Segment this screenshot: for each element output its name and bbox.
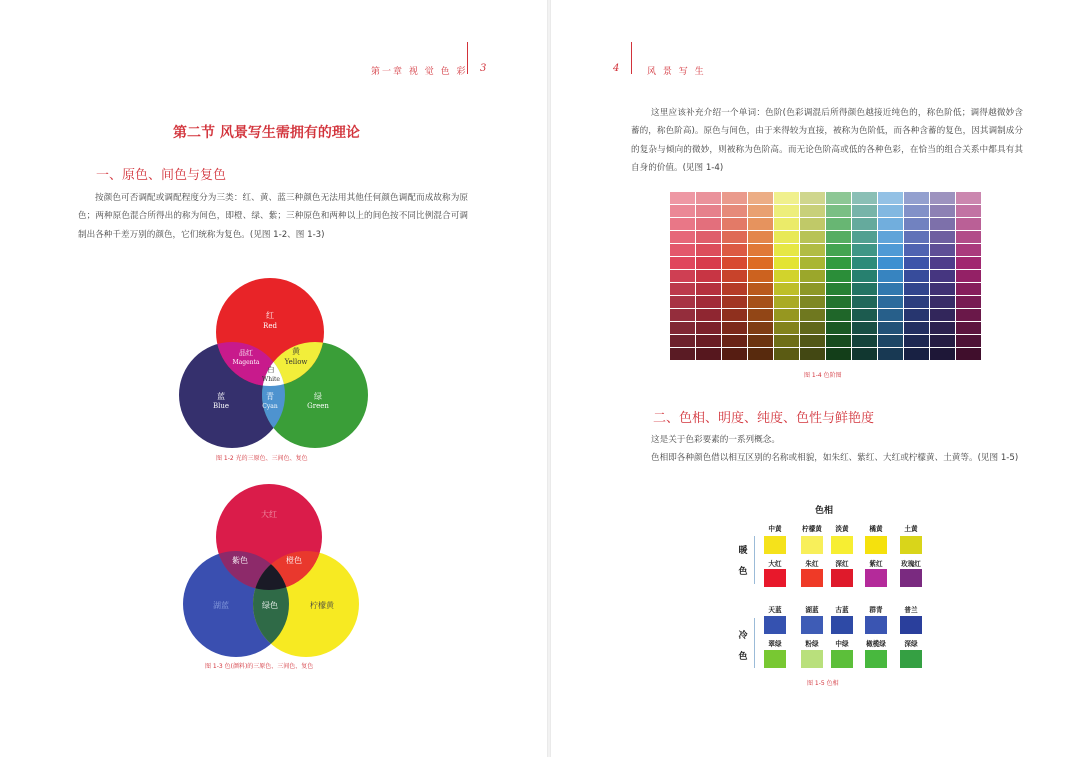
color-scale-cell	[722, 283, 747, 295]
color-scale-cell	[878, 192, 903, 204]
color-scale-cell	[722, 218, 747, 230]
color-scale-cell	[670, 244, 695, 256]
color-scale-cell	[826, 348, 851, 360]
color-scale-cell	[826, 257, 851, 269]
hue-swatch	[801, 616, 823, 634]
color-scale-cell	[878, 309, 903, 321]
color-scale-cell	[956, 218, 981, 230]
color-scale-cell	[956, 322, 981, 334]
color-scale-cell	[878, 257, 903, 269]
color-scale-cell	[930, 296, 955, 308]
hue-name: 翠绿	[768, 640, 782, 648]
color-scale-cell	[800, 348, 825, 360]
label-magenta-zh: 品红	[239, 349, 253, 357]
color-scale-cell	[878, 270, 903, 282]
label-white-en: White	[262, 376, 280, 383]
color-scale-cell	[670, 205, 695, 217]
color-scale-cell	[800, 205, 825, 217]
color-scale-cell	[774, 270, 799, 282]
label-lake-blue: 湖蓝	[213, 601, 229, 610]
hue-name: 朱红	[805, 560, 819, 568]
color-scale-cell	[878, 322, 903, 334]
hue-name: 土黄	[904, 525, 918, 533]
color-scale-cell	[930, 283, 955, 295]
color-scale-cell	[722, 192, 747, 204]
section-title: 第二节 风景写生需拥有的理论	[173, 125, 360, 141]
color-scale-cell	[852, 348, 877, 360]
color-scale-cell	[878, 218, 903, 230]
color-scale-cell	[904, 205, 929, 217]
color-scale-cell	[930, 309, 955, 321]
color-scale-cell	[956, 257, 981, 269]
color-scale-cell	[904, 257, 929, 269]
color-scale-cell	[722, 322, 747, 334]
hue-name: 紫红	[869, 560, 883, 568]
hue-name: 中绿	[835, 640, 849, 648]
color-scale-cell	[956, 296, 981, 308]
color-scale-cell	[852, 257, 877, 269]
color-scale-cell	[904, 296, 929, 308]
color-scale-cell	[956, 244, 981, 256]
color-scale-cell	[696, 283, 721, 295]
color-scale-cell	[670, 348, 695, 360]
hue-swatch	[900, 650, 922, 668]
color-scale-cell	[800, 270, 825, 282]
warm-label-1: 暖	[738, 546, 748, 556]
color-scale-cell	[722, 205, 747, 217]
color-scale-cell	[748, 283, 773, 295]
color-scale-cell	[748, 348, 773, 360]
label-blue-zh: 蓝	[217, 392, 225, 401]
hue-name: 深绿	[904, 640, 918, 648]
hue-swatch	[801, 536, 823, 554]
color-scale-cell	[956, 205, 981, 217]
color-scale-cell	[826, 231, 851, 243]
color-scale-cell	[696, 218, 721, 230]
color-scale-cell	[774, 283, 799, 295]
color-scale-cell	[878, 244, 903, 256]
color-scale-grid	[670, 192, 983, 363]
hue-name: 粉绿	[805, 640, 819, 648]
hue-swatch	[900, 616, 922, 634]
color-scale-cell	[878, 205, 903, 217]
label-yellow-zh: 黄	[292, 347, 300, 356]
color-scale-cell	[852, 335, 877, 347]
color-scale-cell	[800, 231, 825, 243]
color-scale-cell	[670, 296, 695, 308]
color-scale-cell	[930, 218, 955, 230]
color-scale-cell	[800, 192, 825, 204]
color-scale-cell	[956, 309, 981, 321]
color-scale-cell	[696, 296, 721, 308]
color-scale-cell	[930, 205, 955, 217]
hue-swatch	[801, 650, 823, 668]
hue-name: 玫瑰红	[901, 560, 921, 568]
body-paragraph-2: 这是关于色彩要素的一系列概念。	[651, 435, 780, 445]
color-scale-cell	[956, 348, 981, 360]
color-scale-cell	[904, 244, 929, 256]
color-scale-cell	[826, 270, 851, 282]
color-scale-cell	[956, 270, 981, 282]
label-yellow-en: Yellow	[284, 358, 308, 366]
color-scale-cell	[774, 348, 799, 360]
color-scale-cell	[852, 244, 877, 256]
hue-swatch	[865, 536, 887, 554]
color-scale-cell	[826, 309, 851, 321]
color-scale-cell	[904, 270, 929, 282]
hue-swatch	[865, 650, 887, 668]
label-cyan-en: Cyan	[262, 403, 278, 410]
color-scale-cell	[852, 205, 877, 217]
color-scale-cell	[696, 309, 721, 321]
hue-name: 橄榄绿	[866, 640, 886, 648]
color-scale-cell	[696, 335, 721, 347]
color-scale-cell	[722, 348, 747, 360]
subsection-title: 一、原色、间色与复色	[96, 168, 227, 183]
color-scale-cell	[852, 218, 877, 230]
color-scale-cell	[670, 218, 695, 230]
hue-name: 普兰	[904, 606, 918, 614]
color-scale-cell	[670, 335, 695, 347]
color-scale-cell	[670, 309, 695, 321]
label-green: 绿色	[262, 601, 278, 610]
color-scale-cell	[800, 244, 825, 256]
figure-1-5-caption: 图 1-5 色相	[807, 680, 839, 687]
color-scale-cell	[800, 218, 825, 230]
hue-name: 古蓝	[835, 606, 849, 614]
color-scale-cell	[774, 244, 799, 256]
color-scale-cell	[774, 218, 799, 230]
hue-swatch	[764, 616, 786, 634]
color-scale-cell	[826, 322, 851, 334]
color-scale-cell	[852, 231, 877, 243]
warm-label-2: 色	[738, 567, 748, 577]
color-scale-cell	[904, 192, 929, 204]
color-scale-cell	[904, 231, 929, 243]
color-scale-cell	[930, 231, 955, 243]
color-scale-cell	[748, 218, 773, 230]
color-scale-cell	[748, 322, 773, 334]
color-scale-cell	[852, 270, 877, 282]
color-scale-cell	[826, 296, 851, 308]
color-scale-cell	[956, 335, 981, 347]
figure-1-2-caption: 图 1-2 光的三原色、三间色、复色	[216, 455, 308, 462]
label-cyan-zh: 青	[266, 392, 274, 401]
hue-swatch	[900, 569, 922, 587]
running-header-title: 风 景 写 生	[647, 67, 706, 77]
color-scale-cell	[670, 192, 695, 204]
header-divider	[631, 42, 632, 74]
hue-name: 大红	[768, 560, 782, 568]
color-scale-cell	[696, 348, 721, 360]
color-scale-cell	[904, 322, 929, 334]
color-scale-cell	[800, 257, 825, 269]
hue-swatch	[801, 569, 823, 587]
color-scale-cell	[956, 283, 981, 295]
color-scale-cell	[904, 309, 929, 321]
hue-swatch	[900, 536, 922, 554]
hue-name: 湖蓝	[805, 606, 819, 614]
subsection-title: 二、色相、明度、纯度、色性与鲜艳度	[653, 411, 875, 426]
cool-label-2: 色	[738, 652, 748, 662]
color-scale-cell	[852, 283, 877, 295]
body-paragraph: 按颜色可否调配或调配程度分为三类：红、黄、蓝三种颜色无法用其他任何颜色调配而成故称为原色；两种原色混合所得出的称为间色，即橙、绿、紫；三种原色和两种以上的间色按不同比例混合可调制出各种千差万别的颜色，它们统称为复色。(见图 1-2、图 1-3)	[78, 193, 468, 240]
color-scale-cell	[670, 231, 695, 243]
label-red-pigment: 大红	[261, 510, 277, 519]
body-paragraph-1: 这里应该补充介绍一个单词：色阶(色彩调混后所得颜色越接近纯色的，称色阶低；调得越微妙含蓄的，称色阶高)。原色与间色，由于来得较为直接，被称为色阶低，而各种含蓄的复色，因其调制成分的复杂与倾向的微妙，则被称为色阶高。而无论色阶高或低的各种色彩，在恰当的组合关系中都具有其自身的价值。(见图 1-4)	[631, 108, 1023, 174]
label-green-en: Green	[307, 402, 329, 410]
color-scale-cell	[774, 192, 799, 204]
color-scale-cell	[930, 192, 955, 204]
label-red-en: Red	[263, 322, 277, 330]
color-scale-cell	[826, 192, 851, 204]
hue-name: 淡黄	[835, 525, 849, 533]
color-scale-cell	[748, 270, 773, 282]
running-header-chapter: 第一章 视 觉 色 彩	[371, 67, 468, 77]
label-red-zh: 红	[266, 311, 274, 320]
color-scale-cell	[696, 270, 721, 282]
color-scale-cell	[852, 296, 877, 308]
color-scale-cell	[956, 231, 981, 243]
figure-1-4-caption: 图 1-4 色阶图	[804, 372, 842, 379]
figure-pigment-primaries	[176, 484, 366, 664]
color-scale-cell	[670, 270, 695, 282]
hue-swatch	[831, 569, 853, 587]
color-scale-cell	[800, 283, 825, 295]
color-scale-cell	[722, 309, 747, 321]
color-scale-cell	[852, 192, 877, 204]
color-scale-cell	[748, 335, 773, 347]
hue-swatch	[865, 569, 887, 587]
hue-name: 柠檬黄	[802, 525, 822, 533]
color-scale-cell	[696, 231, 721, 243]
hue-swatch	[831, 536, 853, 554]
label-orange: 橙色	[286, 556, 302, 565]
color-scale-cell	[930, 348, 955, 360]
hue-swatch	[764, 536, 786, 554]
color-scale-cell	[774, 322, 799, 334]
hue-name: 天蓝	[768, 606, 782, 614]
page-number: 4	[613, 63, 620, 74]
color-scale-cell	[800, 309, 825, 321]
hue-swatch	[831, 650, 853, 668]
hue-chart-title: 色相	[815, 506, 834, 516]
hue-name: 中黄	[768, 525, 782, 533]
label-green-zh: 绿	[314, 392, 322, 401]
color-scale-cell	[774, 335, 799, 347]
color-scale-cell	[930, 335, 955, 347]
hue-name: 橘黄	[869, 525, 883, 533]
color-scale-cell	[722, 244, 747, 256]
color-scale-cell	[956, 192, 981, 204]
color-scale-cell	[748, 192, 773, 204]
color-scale-cell	[670, 322, 695, 334]
color-scale-cell	[826, 283, 851, 295]
color-scale-cell	[930, 257, 955, 269]
color-scale-cell	[878, 335, 903, 347]
right-page	[551, 0, 1091, 757]
header-divider	[467, 42, 468, 74]
color-scale-cell	[748, 257, 773, 269]
label-magenta-en: Magenta	[232, 359, 260, 366]
color-scale-cell	[774, 257, 799, 269]
color-scale-cell	[696, 244, 721, 256]
label-lemon-yellow: 柠檬黄	[310, 601, 334, 610]
color-scale-cell	[696, 205, 721, 217]
color-scale-cell	[722, 335, 747, 347]
color-scale-cell	[696, 192, 721, 204]
color-scale-cell	[800, 322, 825, 334]
color-scale-cell	[878, 348, 903, 360]
hue-name: 深红	[835, 560, 849, 568]
hue-swatch	[764, 650, 786, 668]
color-scale-cell	[670, 283, 695, 295]
color-scale-cell	[878, 296, 903, 308]
hue-swatch	[764, 569, 786, 587]
color-scale-cell	[748, 309, 773, 321]
color-scale-cell	[774, 309, 799, 321]
color-scale-cell	[852, 322, 877, 334]
color-scale-cell	[800, 335, 825, 347]
label-white-zh: 白	[267, 366, 275, 374]
body-paragraph-3: 色相即各种颜色借以相互区别的名称或相貌，如朱红、紫红、大红或柠檬黄、土黄等。(见图 1-5)	[651, 453, 1019, 463]
color-scale-cell	[904, 348, 929, 360]
hue-swatch	[865, 616, 887, 634]
color-scale-cell	[930, 244, 955, 256]
label-purple: 紫色	[232, 556, 248, 565]
color-scale-cell	[826, 335, 851, 347]
label-blue-en: Blue	[212, 402, 230, 410]
hue-swatch	[831, 616, 853, 634]
color-scale-cell	[930, 322, 955, 334]
color-scale-cell	[774, 231, 799, 243]
color-scale-cell	[826, 205, 851, 217]
color-scale-cell	[774, 296, 799, 308]
color-scale-cell	[748, 244, 773, 256]
color-scale-cell	[930, 270, 955, 282]
color-scale-cell	[904, 335, 929, 347]
color-scale-cell	[904, 218, 929, 230]
color-scale-cell	[774, 205, 799, 217]
hue-name: 群青	[869, 606, 883, 614]
color-scale-cell	[748, 231, 773, 243]
color-scale-cell	[852, 309, 877, 321]
color-scale-cell	[670, 257, 695, 269]
color-scale-cell	[748, 296, 773, 308]
color-scale-cell	[826, 218, 851, 230]
color-scale-cell	[800, 296, 825, 308]
color-scale-cell	[722, 257, 747, 269]
color-scale-cell	[722, 270, 747, 282]
figure-1-3-caption: 图 1-3 色(颜料)的三原色、三间色、复色	[205, 663, 314, 670]
page-number: 3	[480, 63, 487, 74]
figure-light-primaries	[170, 272, 370, 454]
color-scale-cell	[878, 231, 903, 243]
color-scale-cell	[878, 283, 903, 295]
color-scale-cell	[722, 296, 747, 308]
color-scale-cell	[904, 283, 929, 295]
cool-label-1: 冷	[738, 631, 748, 641]
color-scale-cell	[696, 257, 721, 269]
color-scale-cell	[748, 205, 773, 217]
color-scale-cell	[826, 244, 851, 256]
color-scale-cell	[722, 231, 747, 243]
color-scale-cell	[696, 322, 721, 334]
